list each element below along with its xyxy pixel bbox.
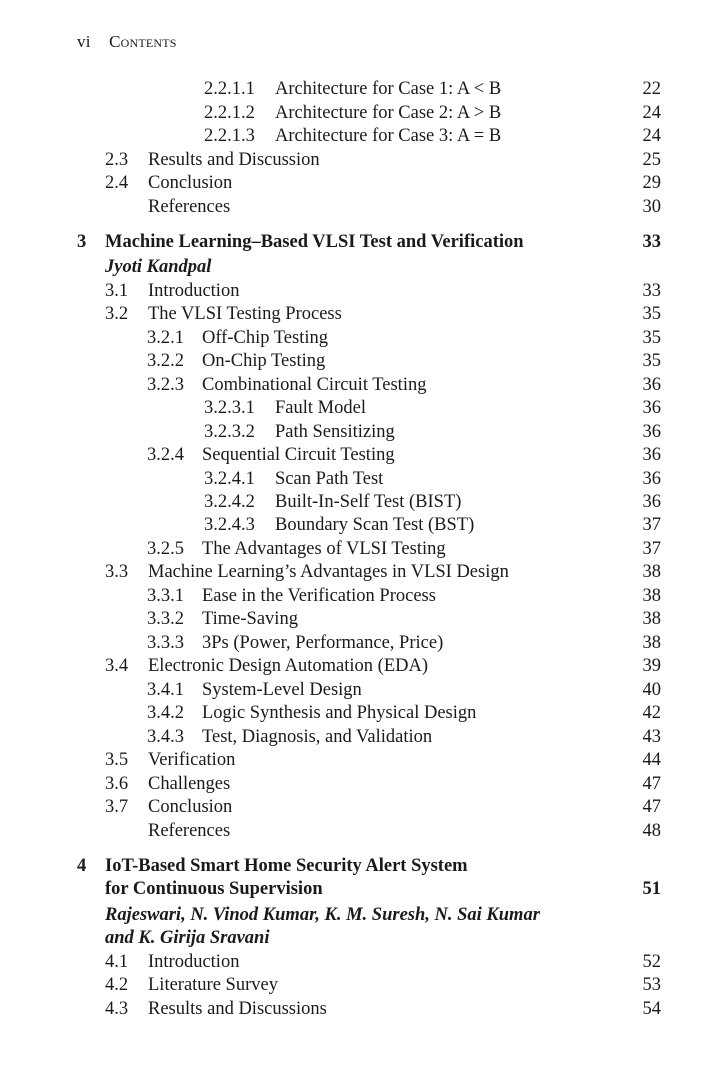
toc-entry-number: 3.2.4 bbox=[147, 445, 184, 465]
toc-entry-number: 3.2.4.1 bbox=[204, 469, 255, 489]
toc-page-number: 36 bbox=[642, 422, 661, 442]
toc-page-number: 40 bbox=[642, 680, 661, 700]
toc-entry-number: 3.5 bbox=[105, 750, 129, 770]
toc-entry-number: 3.2.3 bbox=[147, 375, 184, 395]
chapter-author: Jyoti Kandpal bbox=[105, 257, 212, 277]
toc-entry-title: Verification bbox=[148, 750, 236, 770]
toc-entry-title: Introduction bbox=[148, 952, 240, 972]
running-head bbox=[77, 32, 177, 52]
toc-entry-title: The VLSI Testing Process bbox=[148, 304, 342, 324]
toc-page-number: 36 bbox=[642, 398, 661, 418]
toc-page-number: 24 bbox=[642, 103, 661, 123]
toc-entry-title: Built-In-Self Test (BIST) bbox=[275, 492, 462, 512]
toc-entry-number: 3.4 bbox=[105, 656, 129, 676]
toc-entry-title: Machine Learning–Based VLSI Test and Verification bbox=[105, 232, 524, 252]
toc-entry-title: References bbox=[148, 197, 231, 217]
toc-page-number: 33 bbox=[642, 281, 661, 301]
toc-entry-title: Boundary Scan Test (BST) bbox=[275, 515, 475, 535]
toc-entry-number: 3.2.5 bbox=[147, 539, 184, 559]
toc-page-number: 35 bbox=[642, 304, 661, 324]
toc-entry-number: 3 bbox=[77, 232, 87, 252]
toc-entry-title: Challenges bbox=[148, 774, 231, 794]
toc-entry-title: Logic Synthesis and Physical Design bbox=[202, 703, 477, 723]
toc-entry-number: 3.2 bbox=[105, 304, 129, 324]
toc-page-number: 52 bbox=[642, 952, 661, 972]
toc-entry-title: Architecture for Case 1: A < B bbox=[275, 79, 502, 99]
toc-page-number: 43 bbox=[642, 727, 661, 747]
page-folio: vi bbox=[77, 32, 91, 51]
toc-entry-number: 4.1 bbox=[105, 952, 129, 972]
toc-entry-number: 3.4.1 bbox=[147, 680, 184, 700]
chapter-author: and K. Girija Sravani bbox=[105, 928, 270, 948]
toc-entry-number: 2.4 bbox=[105, 173, 129, 193]
toc-entry-number: 3.2.2 bbox=[147, 351, 184, 371]
toc-entry-title: Electronic Design Automation (EDA) bbox=[148, 656, 429, 676]
toc-page-number: 22 bbox=[642, 79, 661, 99]
toc-entry-title: Machine Learning’s Advantages in VLSI Design bbox=[148, 562, 509, 582]
chapter-author: Rajeswari, N. Vinod Kumar, K. M. Suresh, N. Sai Kumar bbox=[105, 905, 540, 925]
toc-entry-number: 3.2.1 bbox=[147, 328, 184, 348]
toc-page-number: 29 bbox=[642, 173, 661, 193]
toc-entry-title: System-Level Design bbox=[202, 680, 362, 700]
toc-entry-title: 3Ps (Power, Performance, Price) bbox=[202, 633, 444, 653]
toc-page-number: 47 bbox=[642, 797, 661, 817]
toc-page-number: 36 bbox=[642, 375, 661, 395]
toc-entry-number: 3.1 bbox=[105, 281, 129, 301]
toc-entry-number: 3.2.3.2 bbox=[204, 422, 255, 442]
toc-page-number: 35 bbox=[642, 351, 661, 371]
toc-page-number: 38 bbox=[642, 562, 661, 582]
toc-entry-title: Literature Survey bbox=[148, 975, 278, 995]
toc-entry-title: Architecture for Case 2: A > B bbox=[275, 103, 502, 123]
toc-entry-title: IoT-Based Smart Home Security Alert System bbox=[105, 856, 468, 876]
toc-entry-title: Off-Chip Testing bbox=[202, 328, 328, 348]
toc-page-number: 36 bbox=[642, 492, 661, 512]
toc-entry-title: Conclusion bbox=[148, 173, 233, 193]
toc-entry-number: 4.2 bbox=[105, 975, 129, 995]
toc-entry-number: 3.7 bbox=[105, 797, 129, 817]
toc-page-number: 48 bbox=[642, 821, 661, 841]
toc-entry-title: Fault Model bbox=[275, 398, 366, 418]
toc-entry-number: 3.3.3 bbox=[147, 633, 184, 653]
toc-entry-title: Results and Discussion bbox=[148, 150, 320, 170]
toc-page-number: 37 bbox=[642, 539, 661, 559]
toc-entry-title: On-Chip Testing bbox=[202, 351, 326, 371]
toc-page-number: 38 bbox=[642, 609, 661, 629]
toc-page-number: 51 bbox=[642, 879, 661, 899]
toc-page-number: 38 bbox=[642, 586, 661, 606]
toc-page-number: 39 bbox=[642, 656, 661, 676]
toc-page-number: 47 bbox=[642, 774, 661, 794]
toc-page-number: 30 bbox=[642, 197, 661, 217]
toc-entry-number: 3.3 bbox=[105, 562, 129, 582]
running-title: Contents bbox=[109, 32, 177, 51]
toc-entry-number: 3.6 bbox=[105, 774, 129, 794]
toc-entry-title: Sequential Circuit Testing bbox=[202, 445, 395, 465]
toc-entry-number: 3.3.2 bbox=[147, 609, 184, 629]
toc-entry-number: 2.2.1.2 bbox=[204, 103, 255, 123]
toc-entry-number: 3.2.3.1 bbox=[204, 398, 255, 418]
toc-entry-title: Path Sensitizing bbox=[275, 422, 395, 442]
toc-entry-number: 3.3.1 bbox=[147, 586, 184, 606]
toc-page-number: 33 bbox=[642, 232, 661, 252]
toc-entry-title: Architecture for Case 3: A = B bbox=[275, 126, 502, 146]
toc-entry-title: References bbox=[148, 821, 231, 841]
toc-page-number: 24 bbox=[642, 126, 661, 146]
toc-entry-number: 3.4.3 bbox=[147, 727, 184, 747]
toc-entry-title: Conclusion bbox=[148, 797, 233, 817]
toc-entry-title: Time-Saving bbox=[202, 609, 298, 629]
toc-page-number: 36 bbox=[642, 469, 661, 489]
toc-page-number: 53 bbox=[642, 975, 661, 995]
toc-entry-number: 4 bbox=[77, 856, 87, 876]
toc-entry-number: 2.2.1.3 bbox=[204, 126, 255, 146]
toc-entry-number: 3.4.2 bbox=[147, 703, 184, 723]
toc-entry-title: for Continuous Supervision bbox=[105, 879, 323, 899]
toc-page-number: 54 bbox=[642, 999, 661, 1019]
toc-entry-title: Results and Discussions bbox=[148, 999, 327, 1019]
toc-page-number: 25 bbox=[642, 150, 661, 170]
toc-entry-title: Combinational Circuit Testing bbox=[202, 375, 427, 395]
toc-entry-title: Test, Diagnosis, and Validation bbox=[202, 727, 433, 747]
toc-entry-number: 3.2.4.3 bbox=[204, 515, 255, 535]
toc-page-number: 38 bbox=[642, 633, 661, 653]
toc-entry-title: Introduction bbox=[148, 281, 240, 301]
toc-page-number: 36 bbox=[642, 445, 661, 465]
toc-entry-number: 2.2.1.1 bbox=[204, 79, 255, 99]
toc-entry-title: The Advantages of VLSI Testing bbox=[202, 539, 446, 559]
toc-page-number: 37 bbox=[642, 515, 661, 535]
toc-entry-number: 3.2.4.2 bbox=[204, 492, 255, 512]
toc-page-number: 44 bbox=[642, 750, 661, 770]
toc-entry-number: 4.3 bbox=[105, 999, 129, 1019]
toc-entry-title: Ease in the Verification Process bbox=[202, 586, 436, 606]
toc-entry-title: Scan Path Test bbox=[275, 469, 384, 489]
toc-page-number: 42 bbox=[642, 703, 661, 723]
toc-page-number: 35 bbox=[642, 328, 661, 348]
toc-entry-number: 2.3 bbox=[105, 150, 129, 170]
